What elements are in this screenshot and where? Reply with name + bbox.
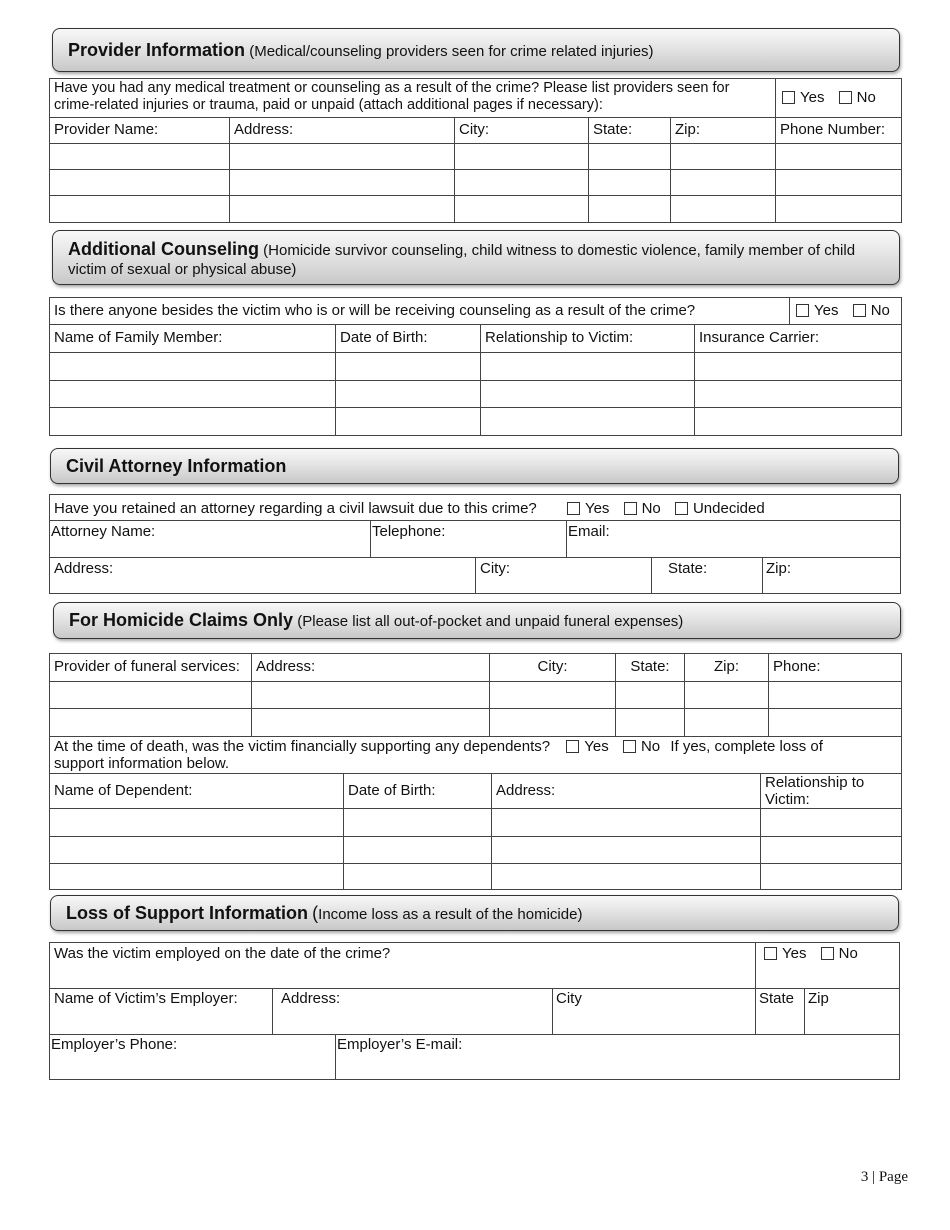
counseling-question: Is there anyone besides the victim who is or will be receiving counseling as a result of the crime? (50, 298, 790, 325)
table-row (50, 408, 902, 436)
attorney-zip-field[interactable]: Zip: (766, 560, 792, 577)
checkbox-icon[interactable] (764, 947, 777, 960)
input-cell[interactable] (695, 408, 902, 436)
table-row (50, 381, 902, 408)
checkbox-icon[interactable] (567, 502, 580, 515)
input-cell[interactable] (50, 837, 344, 864)
table-row (50, 196, 902, 223)
table-row (50, 170, 902, 196)
employer-email-field[interactable]: Employer’s E-mail: (337, 1036, 463, 1053)
attorney-question: Have you retained an attorney regarding a civil lawsuit due to this crime? (54, 500, 537, 517)
homicide-claims-header (53, 602, 901, 639)
input-cell[interactable] (50, 408, 336, 436)
input-cell[interactable] (50, 353, 336, 381)
checkbox-icon[interactable] (853, 304, 866, 317)
loss-of-support-title: Loss of Support Information (66, 903, 308, 923)
additional-counseling-subtitle: (Homicide survivor counseling, child witness to domestic violence, family member of child victim of sexual or physical abuse) (68, 242, 856, 278)
checkbox-icon[interactable] (623, 740, 636, 753)
yes-label: Yes (584, 500, 610, 517)
attorney-city-field[interactable]: City: (480, 560, 510, 577)
undecided-label: Undecided (692, 500, 765, 517)
input-cell[interactable] (695, 353, 902, 381)
col-insurance: Insurance Carrier: (695, 325, 902, 353)
dependents-table (49, 736, 902, 890)
input-cell[interactable] (336, 381, 481, 408)
provider-question: Have you had any medical treatment or counseling as a result of the crime? Please list providers seen for crime-related injuries or trauma, paid or unpaid (attach additional pages if necessary): (54, 80, 730, 113)
input-cell[interactable] (695, 381, 902, 408)
input-cell[interactable] (761, 809, 902, 837)
open-paren: ( (312, 903, 319, 923)
input-cell[interactable] (589, 196, 671, 223)
input-cell[interactable] (50, 170, 230, 196)
table-row (50, 682, 902, 709)
col-family-member: Name of Family Member: (50, 325, 336, 353)
yes-label: Yes (814, 302, 839, 319)
checkbox-icon[interactable] (821, 947, 834, 960)
page-number: 3 | Page (860, 1169, 908, 1185)
attorney-state-field[interactable]: State: (668, 560, 708, 577)
yes-label: Yes (584, 738, 609, 755)
dependents-followup-cont: support information below. (54, 755, 230, 772)
dependents-no-option[interactable] (623, 738, 660, 755)
col-address: Address: (230, 118, 455, 144)
input-cell[interactable] (481, 353, 695, 381)
provider-no-option[interactable] (839, 89, 876, 106)
no-label: No (640, 738, 661, 755)
input-cell[interactable] (50, 381, 336, 408)
attorney-email-field[interactable]: Email: (568, 523, 610, 540)
input-cell[interactable] (589, 170, 671, 196)
input-cell[interactable] (776, 196, 902, 223)
employed-no-option[interactable] (821, 945, 858, 962)
employer-state-field[interactable]: State (759, 990, 795, 1007)
input-cell[interactable] (455, 144, 589, 170)
dependents-followup: If yes, complete loss of (670, 738, 823, 755)
col-city: City: (490, 654, 616, 682)
input-cell[interactable] (492, 837, 761, 864)
checkbox-icon[interactable] (675, 502, 688, 515)
homicide-claims-title: For Homicide Claims Only (69, 610, 294, 630)
input-cell[interactable] (252, 709, 490, 737)
loss-of-support-subtitle: Income loss as a result of the homicide) (318, 906, 583, 923)
col-zip: Zip: (671, 118, 776, 144)
input-cell[interactable] (230, 196, 455, 223)
input-cell[interactable] (492, 864, 761, 890)
input-cell[interactable] (685, 709, 769, 737)
additional-counseling-header (52, 230, 900, 285)
loss-of-support-header (50, 895, 899, 931)
attorney-undecided-option[interactable] (675, 500, 765, 517)
table-row (50, 864, 902, 890)
checkbox-icon[interactable] (839, 91, 852, 104)
table-row (50, 144, 902, 170)
input-cell[interactable] (50, 809, 344, 837)
employed-question: Was the victim employed on the date of the crime? (54, 945, 391, 962)
col-phone: Phone: (769, 654, 902, 682)
input-cell[interactable] (455, 196, 589, 223)
col-phone: Phone Number: (776, 118, 902, 144)
col-state: State: (616, 654, 685, 682)
input-cell[interactable] (671, 196, 776, 223)
input-cell[interactable] (490, 709, 616, 737)
employer-name-field[interactable]: Name of Victim’s Employer: (54, 990, 238, 1007)
table-row (50, 837, 902, 864)
additional-counseling-title: Additional Counseling (68, 239, 259, 259)
table-row (50, 709, 902, 737)
provider-info-subtitle: (Medical/counseling providers seen for crime related injuries) (249, 43, 654, 60)
employed-yes-option[interactable] (764, 945, 806, 962)
provider-info-title: Provider Information (68, 40, 246, 60)
input-cell[interactable] (50, 709, 252, 737)
col-address: Address: (492, 774, 761, 809)
no-label: No (838, 945, 858, 962)
input-cell[interactable] (336, 353, 481, 381)
col-funeral-provider: Provider of funeral services: (50, 654, 252, 682)
col-dob: Date of Birth: (336, 325, 481, 353)
yes-label: Yes (800, 89, 825, 106)
civil-attorney-title: Civil Attorney Information (66, 456, 287, 476)
input-cell[interactable] (761, 864, 902, 890)
employer-address-field[interactable]: Address: (281, 990, 341, 1007)
counseling-yes-option[interactable] (796, 302, 838, 319)
attorney-telephone-field[interactable]: Telephone: (372, 523, 446, 540)
input-cell[interactable] (344, 864, 492, 890)
civil-attorney-box (49, 494, 901, 594)
input-cell[interactable] (769, 682, 902, 709)
input-cell[interactable] (481, 381, 695, 408)
funeral-table (49, 653, 902, 737)
col-relationship: Relationship to Victim: (481, 325, 695, 353)
input-cell[interactable] (776, 170, 902, 196)
input-cell[interactable] (336, 408, 481, 436)
col-dependent-name: Name of Dependent: (50, 774, 344, 809)
input-cell[interactable] (589, 144, 671, 170)
table-row (50, 809, 902, 837)
table-row (50, 353, 902, 381)
loss-of-support-box (49, 942, 900, 1080)
input-cell[interactable] (490, 682, 616, 709)
checkbox-icon[interactable] (796, 304, 809, 317)
input-cell[interactable] (344, 837, 492, 864)
counseling-no-option[interactable] (853, 302, 890, 319)
no-label: No (870, 302, 890, 319)
input-cell[interactable] (50, 864, 344, 890)
checkbox-icon[interactable] (566, 740, 579, 753)
yes-label: Yes (782, 945, 807, 962)
input-cell[interactable] (50, 144, 230, 170)
input-cell[interactable] (344, 809, 492, 837)
col-city: City: (455, 118, 589, 144)
employer-phone-field[interactable]: Employer’s Phone: (51, 1036, 178, 1053)
attorney-no-option[interactable] (624, 500, 661, 517)
input-cell[interactable] (230, 144, 455, 170)
employer-city-field[interactable]: City (556, 990, 582, 1007)
col-zip: Zip: (685, 654, 769, 682)
input-cell[interactable] (50, 196, 230, 223)
attorney-yes-option[interactable] (567, 500, 609, 517)
input-cell[interactable] (481, 408, 695, 436)
input-cell[interactable] (761, 837, 902, 864)
input-cell[interactable] (616, 682, 685, 709)
homicide-claims-subtitle: (Please list all out-of-pocket and unpaid funeral expenses) (297, 613, 684, 630)
provider-yes-option[interactable] (782, 89, 824, 106)
employer-zip-field[interactable]: Zip (808, 990, 829, 1007)
input-cell[interactable] (671, 144, 776, 170)
dependents-yes-option[interactable] (566, 738, 608, 755)
attorney-address-field[interactable]: Address: (54, 560, 114, 577)
input-cell[interactable] (252, 682, 490, 709)
checkbox-icon[interactable] (624, 502, 637, 515)
provider-info-header (52, 28, 900, 72)
col-provider-name: Provider Name: (50, 118, 230, 144)
col-address: Address: (252, 654, 490, 682)
no-label: No (641, 500, 661, 517)
counseling-table (49, 297, 902, 436)
input-cell[interactable] (685, 682, 769, 709)
col-state: State: (589, 118, 671, 144)
input-cell[interactable] (492, 809, 761, 837)
no-label: No (856, 89, 876, 106)
input-cell[interactable] (230, 170, 455, 196)
input-cell[interactable] (455, 170, 589, 196)
checkbox-icon[interactable] (782, 91, 795, 104)
input-cell[interactable] (769, 709, 902, 737)
attorney-name-field[interactable]: Attorney Name: (51, 523, 156, 540)
civil-attorney-header (50, 448, 899, 484)
col-relationship: Relationship to Victim: (761, 774, 902, 809)
input-cell[interactable] (50, 682, 252, 709)
input-cell[interactable] (616, 709, 685, 737)
input-cell[interactable] (776, 144, 902, 170)
input-cell[interactable] (671, 170, 776, 196)
col-dob: Date of Birth: (344, 774, 492, 809)
provider-table (49, 78, 902, 223)
dependents-question: At the time of death, was the victim financially supporting any dependents? (54, 738, 551, 755)
